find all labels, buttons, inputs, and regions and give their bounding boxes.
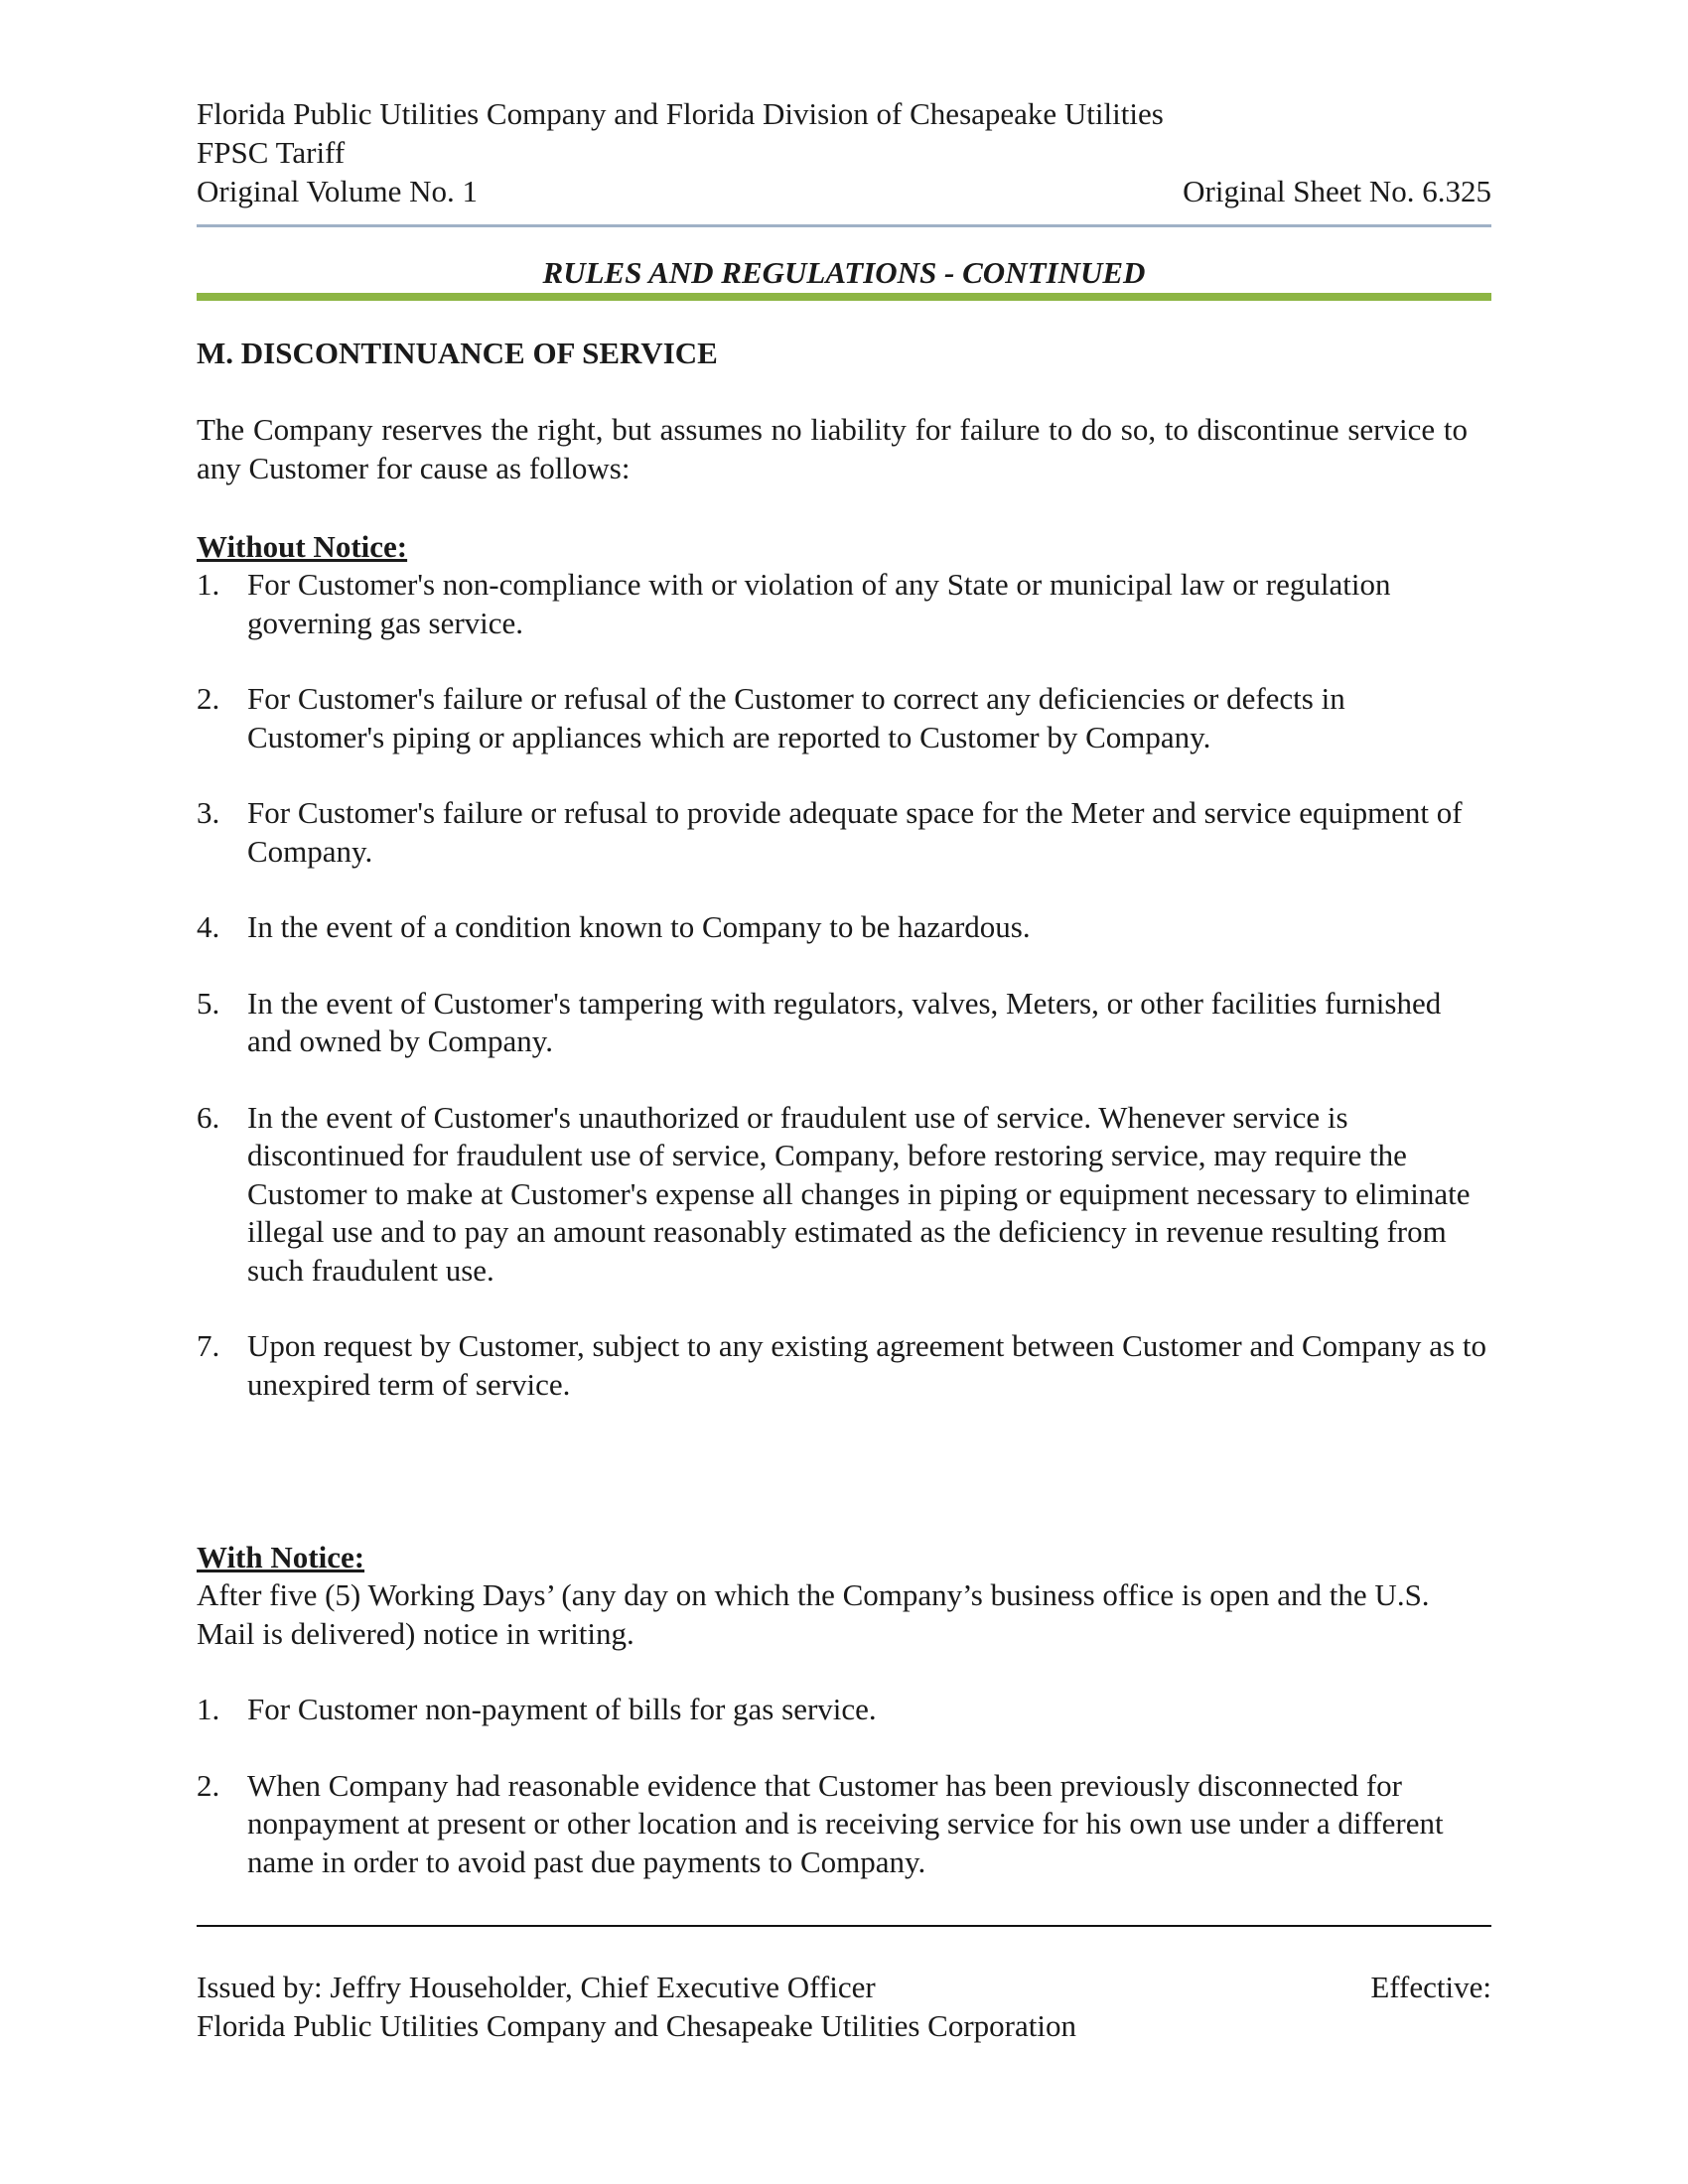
list-item [197, 1691, 1487, 1729]
item-number: 1. [197, 567, 220, 602]
with-notice-heading: With Notice: [197, 1540, 365, 1574]
with-notice-list [197, 1691, 1487, 1881]
item-text: For Customer's non-compliance with or violation of any State or municipal law or regulation governing gas service. [247, 567, 1391, 640]
list-item [197, 680, 1487, 756]
header-sheet-number: Original Sheet No. 6.325 [1183, 174, 1491, 208]
item-number: 2. [197, 681, 220, 716]
item-number: 7. [197, 1328, 220, 1363]
header-divider [197, 224, 1491, 227]
item-number: 5. [197, 985, 220, 1021]
item-number: 4. [197, 909, 220, 944]
item-number: 1. [197, 1692, 220, 1726]
header-tariff-line: FPSC Tariff [197, 135, 346, 170]
title-divider [197, 293, 1491, 301]
list-item [197, 1099, 1487, 1291]
item-text: Upon request by Customer, subject to any existing agreement between Customer and Company as to unexpired term of service. [247, 1328, 1486, 1402]
header-company-line: Florida Public Utilities Company and Florida Division of Chesapeake Utilities [197, 96, 1164, 131]
continued-title: RULES AND REGULATIONS - CONTINUED [542, 255, 1146, 290]
list-item [197, 566, 1487, 642]
footer-issued-by: Issued by: Jeffry Householder, Chief Executive Officer [197, 1970, 876, 2004]
footer-company: Florida Public Utilities Company and Chesapeake Utilities Corporation [197, 2008, 1076, 2043]
tariff-page [197, 94, 1491, 2159]
footer-effective: Effective: [1370, 1970, 1491, 2004]
item-text: In the event of a condition known to Company to be hazardous. [247, 909, 1031, 944]
without-notice-list [197, 566, 1487, 1404]
header-volume: Original Volume No. 1 [197, 174, 479, 208]
section-intro: The Company reserves the right, but assumes no liability for failure to do so, to discontinue service to any Customer for cause as follows: [197, 412, 1468, 485]
page-footer [197, 1968, 1491, 2045]
header-volume-row [197, 172, 1491, 210]
item-number: 3. [197, 795, 220, 830]
item-text: For Customer's failure or refusal of the Customer to correct any deficiencies or defects in Customer's piping or appliances which are reported to Customer by Company. [247, 681, 1345, 754]
page-header [197, 94, 1491, 210]
list-item [197, 985, 1487, 1061]
item-number: 6. [197, 1099, 220, 1135]
without-notice-heading: Without Notice: [197, 529, 408, 564]
list-item [197, 1767, 1487, 1882]
item-text: For Customer non-payment of bills for gas service. [247, 1692, 877, 1726]
item-number: 2. [197, 1767, 220, 1803]
with-notice-intro: After five (5) Working Days’ (any day on which the Company’s business office is open and the U.S. Mail is delivered) notice in writing. [197, 1577, 1430, 1651]
footer-divider [197, 1925, 1491, 1927]
section-title: M. DISCONTINUANCE OF SERVICE [197, 336, 718, 370]
footer-issued-row [197, 1968, 1491, 2006]
list-item [197, 908, 1487, 947]
item-text: For Customer's failure or refusal to provide adequate space for the Meter and service equipment of Company. [247, 795, 1463, 869]
item-text: When Company had reasonable evidence that Customer has been previously disconnected for nonpayment at present or other location and is receiving service for his own use under a different name in order to avoid past due payments to Company. [247, 1767, 1444, 1879]
list-item [197, 1327, 1487, 1404]
item-text: In the event of Customer's tampering with regulators, valves, Meters, or other facilities furnished and owned by Company. [247, 985, 1442, 1058]
list-item [197, 794, 1487, 871]
item-text: In the event of Customer's unauthorized or fraudulent use of service. Whenever service is discontinued for fraudulent use of service, Company, before restoring service, may require the Customer to make at Customer's expense all changes in piping or equipment necessary to eliminate illegal use and to pay an amount reasonably estimated as the deficiency in revenue resulting from such fraudulent use. [247, 1099, 1471, 1288]
